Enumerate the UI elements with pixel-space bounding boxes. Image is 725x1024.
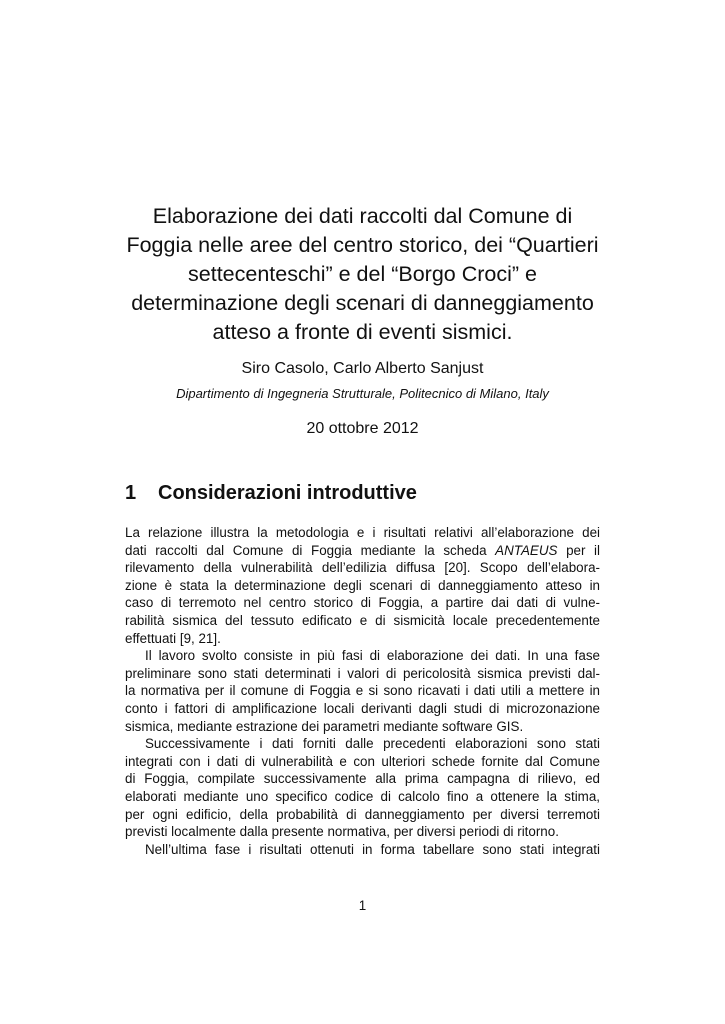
text-line: conto i fattori di amplificazione locali derivanti dagli studi di microzonazione <box>125 700 600 716</box>
text-line: sismica, mediante estrazione dei parametri mediante software GIS. <box>125 718 524 734</box>
section-heading <box>125 482 417 505</box>
text-line: Successivamente i dati forniti dalle precedenti elaborazioni sono stati <box>145 736 600 752</box>
text-line: La relazione illustra la metodologia e i risultati relativi all’elaborazione dei <box>125 525 600 540</box>
title-line: atteso a fronte di eventi sismici. <box>212 320 513 344</box>
text-line: effettuati [9, 21]. <box>125 630 221 646</box>
text-line: Il lavoro svolto consiste in più fasi di elaborazione dei dati. In una fase <box>145 648 600 664</box>
title-line: Foggia nelle aree del centro storico, dei “Quartieri <box>126 233 599 257</box>
text-line: la normativa per il comune di Foggia e si sono ricavati i dati utili a mettere in <box>125 683 600 699</box>
text-line: zione è stata la determinazione degli scenari di danneggiamento atteso in <box>125 577 600 593</box>
paper-title <box>100 202 625 347</box>
text-line: di Foggia, compilate successivamente alla prima campagna di rilievo, ed <box>125 771 600 787</box>
text-line: rabilità sismica del tessuto edificato e di sismicità locale precedentemente <box>125 612 600 628</box>
title-line: determinazione degli scenari di danneggiamento <box>131 291 594 315</box>
body-text <box>125 524 600 858</box>
text-line: previsti localmente dalla presente normativa, per diversi periodi di ritorno. <box>125 824 559 840</box>
title-line: Elaborazione dei dati raccolti dal Comune di <box>152 204 573 228</box>
text-segment: per il <box>557 542 600 558</box>
date: 20 ottobre 2012 <box>306 420 419 437</box>
section-number: 1 <box>125 482 137 504</box>
authors: Siro Casolo, Carlo Alberto Sanjust <box>241 360 484 377</box>
title-line: settecenteschi” e del “Borgo Croci” e <box>188 262 537 286</box>
page-number: 1 <box>358 898 367 913</box>
text-line <box>125 542 600 560</box>
text-line: caso di terremoto nel centro storico di Foggia, a partire dai dati di vulne- <box>125 595 600 611</box>
text-line: integrati con i dati di vulnerabilità e con ulteriori schede fornite dal Comune <box>125 753 600 769</box>
text-segment: dati raccolti dal Comune di Foggia mediante la scheda <box>125 542 496 558</box>
text-emphasis: ANTAEUS <box>495 542 558 558</box>
text-line: rilevamento della vulnerabilità dell’edilizia diffusa [20]. Scopo dell’elabora- <box>125 560 600 576</box>
text-line: per ogni edificio, della probabilità di danneggiamento per diversi terremoti <box>125 806 600 822</box>
text-line: preliminare sono stati determinati i valori di pericolosità sismica previsti dal- <box>125 665 600 681</box>
text-line: Nell’ultima fase i risultati ottenuti in forma tabellare sono stati integrati <box>145 841 600 857</box>
text-line: elaborati mediante uno specifico codice di calcolo fino a ottenere la stima, <box>125 788 600 804</box>
affiliation: Dipartimento di Ingegneria Strutturale, Politecnico di Milano, Italy <box>176 386 549 401</box>
section-title: Considerazioni introduttive <box>158 482 417 504</box>
